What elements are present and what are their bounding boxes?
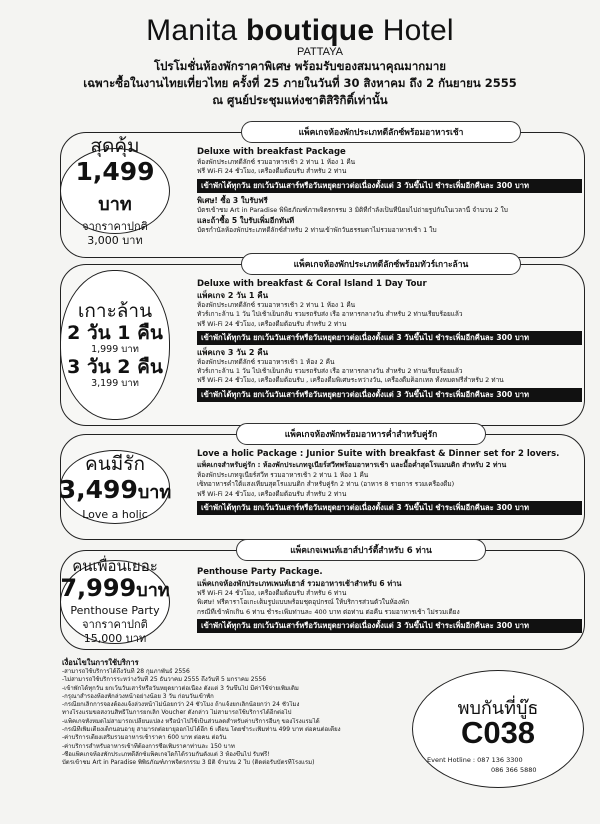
oval-normal-price: 3,000 บาท [87, 233, 143, 247]
terms-item: -กรุณาสำรองห้องพักล่วงหน้าอย่างน้อย 3 วัน ก่อนวันเข้าพัก [62, 692, 214, 700]
terms-item: ทางโรงแรมขอสงวนสิทธิ์ในการยกเลิก Voucher ดังกล่าว ไม่สามารถใช้บริการได้อีกต่อไป [62, 709, 292, 717]
extra-offer-line-2: บัตรกำนัลห้องพักประเภทดีลักซ์สำหรับ 2 ท่านเข้าพักวันธรรมดาไม่รวมอาหารเช้า 1 ใบ [197, 225, 437, 234]
oval-price [61, 157, 169, 220]
oval-tagline: Love a holic [82, 507, 148, 521]
package-line: ฟรี Wi-Fi 24 ชั่วโมง, เครื่องดื่มต้อนรับ สำหรับ 2 ท่าน [197, 319, 347, 328]
price-oval-deluxe [60, 134, 170, 247]
terms-and-conditions [62, 658, 422, 768]
oval-tagline: Penthouse Party [70, 604, 160, 617]
promo-line-1: โปรโมชั่นห้องพักราคาพิเศษ พร้อมรับของสมนาคุณมากมาย [153, 59, 447, 73]
package-line: ทัวร์เกาะล้าน 1 วัน ไปเช้าเย็นกลับ รวมรถรับส่ง เรือ อาหารกลางวัน สำหรับ 2 ท่านเรียบร้อยแล้ว [197, 310, 463, 319]
conditions-bar: เข้าพักได้ทุกวัน ยกเว้นวันเสาร์หรือวันหยุดยาวต่อเนื่องตั้งแต่ 3 วันขึ้นไป ชำระเพิ่มอีกคืนละ 300 บาท [197, 388, 582, 402]
hotel-name-suffix: Hotel [382, 14, 454, 47]
price-oval-coral-island [60, 270, 170, 420]
terms-item: -เข้าพักได้ทุกวัน ยกเว้นวันเสาร์หรือวันหยุดยาวต่อเนื่อง ตั้งแต่ 3 วันขึ้นไป มีค่าใช้จ่ายเพิ่มเติม [62, 684, 299, 692]
package-line: ฟรี Wi-Fi 24 ชั่วโมง, เครื่องดื่มต้อนรับ , เครื่องดื่มพิเศษระหว่างวัน, เครื่องดื่มค็อกเทล ทั้งหมดฟรีสำหรับ 2 ท่าน [197, 376, 504, 385]
package-sub-1: แพ็คเกจ 2 วัน 1 คืน [197, 291, 269, 300]
package-name: Deluxe with breakfast & Coral Island 1 Day Tour [197, 279, 427, 289]
terms-item: -สามารถใช้บริการได้ถึงวันที่ 28 กุมภาพันธ์ 2556 [62, 668, 190, 675]
oval-name: เกาะล้าน [77, 300, 153, 322]
hotel-name-regular: Manita [146, 14, 238, 47]
promo-line-2: เฉพาะซื้อในงานไทยเที่ยวไทย ครั้งที่ 25 ภายในวันที่ 30 สิงหาคม ถึง 2 กันยายน 2555 [83, 76, 517, 90]
package-content-coral-island [197, 278, 582, 404]
package-line: ห้องพักประเภทดีลักซ์ รวมอาหารเช้า 2 ท่าน 1 ห้อง 1 คืน [197, 158, 356, 166]
package-sub: แพ็คเกจสำหรับคู่รัก : ห้องพักประเภทจูเนียร์สวีทพร้อมอาหารเช้า และมื้อค่ำสุดโรแมนติก สำหรับ 2 ท่าน [197, 461, 507, 469]
booth-title: พบกันที่บู๊ธ [457, 698, 539, 719]
section-title: แพ็คเกจห้องพักประเภทดีลักซ์พร้อมอาหารเช้า [241, 121, 521, 143]
oval-normal-price: 15,000 บาท [83, 632, 147, 645]
package-line: กรณีที่เข้าพักเกิน 6 ท่าน ชำระเพิ่มท่านละ 400 บาท ต่อท่าน ต่อคืน รวมอาหารเช้า ไม่รวมเตียง [197, 607, 460, 616]
oval-name: สุดคุ้ม [90, 134, 140, 157]
section-title: แพ็คเกจห้องพักพร้อมอาหารค่ำสำหรับคู่รัก [236, 423, 486, 445]
package-content-penthouse [197, 566, 582, 635]
terms-item: -ค่าบริการสำหรับอาหารเช้าที่ต้องการซื้อเพิ่มราคาท่านละ 150 บาท [62, 742, 235, 750]
package-name: Deluxe with breakfast Package [197, 147, 346, 157]
package-content-love-a-holic [197, 448, 582, 517]
conditions-bar: เข้าพักได้ทุกวัน ยกเว้นวันเสาร์หรือวันหยุดยาวต่อเนื่องตั้งแต่ 3 วันขึ้นไป ชำระเพิ่มอีกคืนละ 300 บาท [197, 179, 582, 193]
price-unit: บาท [98, 193, 132, 215]
package-line: ห้องพักประเภทดีลักซ์ รวมอาหารเช้า 1 ห้อง 2 คืน [197, 357, 335, 366]
package-line: พิเศษ! ฟรีคาราโอเกะเต็มรูปแบบพร้อมชุดอุปกรณ์ ให้บริการส่วนตัวในห้องพัก [197, 598, 410, 607]
package-line: เซ็ทอาหารค่ำใต้แสงเทียนสุดโรแมนติก สำหรับคู่รัก 2 ท่าน (อาหาร 8 รายการ รวมเครื่องดื่ม) [197, 480, 455, 489]
oval-normal-label: จากราคาปกติ [82, 618, 148, 631]
section-title: แพ็คเกจห้องพักประเภทดีลักซ์พร้อมทัวร์เกาะล้าน [241, 253, 521, 275]
oval-option-2-price: 3,199 บาท [91, 378, 139, 389]
package-name: Love a holic Package : Junior Suite with breakfast & Dinner set for 2 lovers. [197, 449, 560, 459]
extra-offer-line: บัตรเข้าชม Art in Paradise พิพิธภัณฑ์ภาพจิตรกรรม 3 มิติที่กำลังเป็นที่นิยมไปถ่ายรูปกันในเวลานี้ จำนวน 2 ใบ [197, 205, 508, 214]
oval-option-1: 2 วัน 1 คืน [67, 322, 163, 344]
terms-item: -ค่าบริการเตียงเสริมรวมอาหารเช้าราคา 600 บาท ต่อคน ต่อวัน [62, 734, 227, 742]
oval-name: คนเพื่อนเยอะ [72, 557, 158, 575]
terms-item: บัตรเข้าชม Art in Paradise พิพิธภัณฑ์ภาพจิตรกรรม 3 มิติ จำนวน 2 ใบ (ติดต่อรับบัตรที่โรงแรม) [62, 759, 315, 767]
terms-item: -แพ็คเกจทั้งหมดไม่สามารถเปลี่ยนแปลง หรือนำไปใช้เป็นส่วนลดสำหรับค่าบริการอื่นๆ ของโรงแรมได้ [62, 717, 320, 725]
price-value: 1,499 [75, 156, 155, 186]
package-line: ฟรี Wi-Fi 24 ชั่วโมง, เครื่องดื่มต้อนรับ สำหรับ 2 ท่าน [197, 167, 347, 176]
oval-price [60, 575, 169, 604]
extra-offer-title-2: และถ้าซื้อ 5 ใบรับเพิ่มอีกทันที [197, 215, 295, 225]
extra-offer-title: พิเศษ! ซื้อ 3 ใบรับฟรี [197, 195, 268, 205]
terms-item: -กรณีที่เพิ่มเตียงเด็กนอนอายุ สามารถต่อยายุออกไปได้อีก 6 เดือน โดยชำระเพิ่มท่าน 499 บาท ต่อคนต่อเตียง [62, 726, 341, 734]
hotline-number-1: 087 136 3300 [477, 756, 523, 764]
conditions-bar: เข้าพักได้ทุกวัน ยกเว้นวันเสาร์หรือวันหยุดยาวต่อเนื่องตั้งแต่ 3 วันขึ้นไป ชำระเพิ่มอีกคืนละ 300 บาท [197, 619, 582, 633]
terms-item: -ไม่สามารถใช้บริการระหว่างวันที่ 25 ธันวาคม 2555 ถึงวันที่ 5 มกราคม 2556 [62, 676, 267, 684]
terms-item: -กรณียกเลิกการจองต้องแจ้งล่วงหน้าไม่น้อยกว่า 24 ชั่วโมง ถ้าแจ้งยกเลิกน้อยกว่า 24 ชั่วโมง [62, 701, 300, 709]
conditions-bar: เข้าพักได้ทุกวัน ยกเว้นวันเสาร์หรือวันหยุดยาวต่อเนื่องตั้งแต่ 3 วันขึ้นไป ชำระเพิ่มอีกคืนละ 300 บาท [197, 501, 582, 515]
oval-option-2: 3 วัน 2 คืน [67, 356, 163, 378]
package-sub-2: แพ็คเกจ 3 วัน 2 คืน [197, 347, 269, 357]
price-unit: บาท [137, 481, 172, 503]
package-line: ฟรี Wi-Fi 24 ชั่วโมง, เครื่องดื่มต้อนรับ สำหรับ 6 ท่าน [197, 589, 347, 597]
conditions-bar: เข้าพักได้ทุกวัน ยกเว้นวันเสาร์หรือวันหยุดยาวต่อเนื่องตั้งแต่ 3 วันขึ้นไป ชำระเพิ่มอีกคืนละ 300 บาท [197, 331, 582, 345]
oval-normal-label: จากราคาปกติ [82, 219, 148, 233]
header [0, 14, 600, 109]
price-oval-love-a-holic [60, 450, 170, 524]
price-value: 7,999 [60, 574, 137, 602]
package-name: Penthouse Party Package. [197, 567, 323, 577]
package-line: ทัวร์เกาะล้าน 1 วัน ไปเช้าเย็นกลับ รวมรถรับส่ง เรือ อาหารกลางวัน สำหรับ 2 ท่านเรียบร้อยแล้ว [197, 367, 463, 376]
package-content-deluxe [197, 146, 582, 235]
hotel-name-bold: boutique [245, 14, 375, 47]
booth-badge [412, 670, 584, 788]
price-value: 3,499 [58, 474, 138, 504]
hotline-number-2: 086 366 5880 [491, 766, 537, 774]
hotline-label: Event Hotline : [427, 756, 476, 764]
package-line: ห้องพักประเภทดีลักซ์ รวมอาหารเช้า 2 ท่าน 1 ห้อง 1 คืน [197, 301, 356, 309]
hotel-name [0, 14, 600, 48]
package-line: ห้องพักประเภทจูเนียร์สวีท รวมอาหารเช้า 2 ท่าน 1 ห้อง 1 คืน [197, 471, 369, 479]
oval-price [59, 475, 171, 508]
price-oval-penthouse [60, 557, 170, 645]
event-hotline [427, 755, 523, 765]
package-line: ฟรี Wi-Fi 24 ชั่วโมง, เครื่องดื่มต้อนรับ สำหรับ 2 ท่าน [197, 489, 347, 498]
price-unit: บาท [136, 580, 170, 601]
terms-title: เงื่อนไขในการใช้บริการ [62, 658, 139, 667]
section-title: แพ็คเกจเพนท์เฮาส์ปาร์ตี้สำหรับ 6 ท่าน [236, 539, 486, 561]
booth-number: C038 [460, 715, 536, 750]
oval-option-1-price: 1,999 บาท [91, 344, 139, 355]
promo-line-3: ณ ศูนย์ประชุมแห่งชาติสิริกิติ์เท่านั้น [212, 93, 388, 107]
oval-name: คนมีรัก [85, 452, 145, 475]
package-sub: แพ็คเกจห้องพักประเภทเพนท์เฮาส์ รวมอาหารเช้าสำหรับ 6 ท่าน [197, 579, 402, 588]
hotel-city: PATTAYA [296, 46, 344, 58]
terms-item: -ซื้อแพ็คเกจห้องพักประเภทดีลักซ์แพ็คเกจใดก็ได้รวมกันตั้งแต่ 3 ห้องขึ้นไป รับฟรี! [62, 750, 270, 758]
